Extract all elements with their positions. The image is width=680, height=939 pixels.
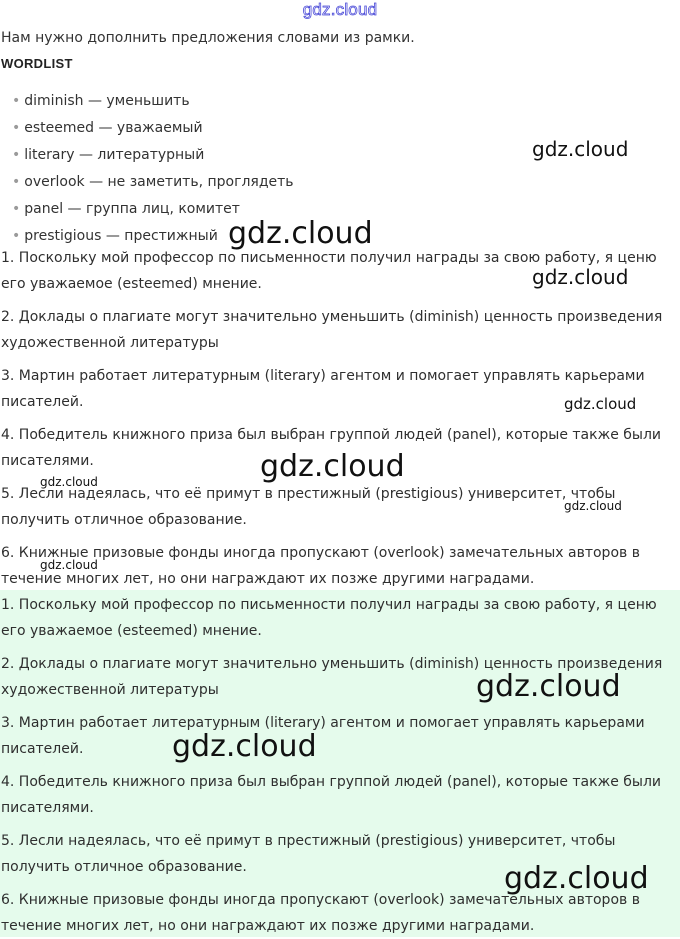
answer-sentence: 5. Лесли надеялась, что её примут в престижный (prestigious) университет, чтобы получить отличное образование. bbox=[1, 833, 616, 875]
sentence: 6. Книжные призовые фонды иногда пропускают (overlook) замечательных авторов в течение многих лет, но они награждают их позже другими наградами. bbox=[1, 545, 640, 587]
sentence: 3. Мартин работает литературным (literary) агентом и помогает управлять карьерами писателей. bbox=[1, 368, 645, 410]
answer-sentence: 4. Победитель книжного приза был выбран группой людей (panel), которые также были писателями. bbox=[1, 774, 661, 816]
task-instruction: Нам нужно дополнить предложения словами из рамки. bbox=[1, 30, 415, 46]
watermark: gdz.cloud bbox=[564, 499, 622, 513]
bullet-icon: • bbox=[12, 147, 21, 163]
watermark: gdz.cloud bbox=[564, 395, 637, 413]
wordlist-item bbox=[12, 169, 294, 196]
bullet-icon: • bbox=[12, 201, 21, 217]
answer-sentence: 2. Доклады о плагиате могут значительно уменьшить (diminish) ценность произведения художественной литературы bbox=[1, 656, 663, 698]
wordlist-item bbox=[12, 115, 294, 142]
wordlist-item-text: panel — группа лиц, комитет bbox=[24, 201, 240, 217]
wordlist-item bbox=[12, 142, 294, 169]
watermark: gdz.cloud bbox=[532, 265, 629, 289]
watermark: gdz.cloud bbox=[228, 216, 373, 251]
wordlist-item-text: prestigious — престижный bbox=[24, 228, 218, 244]
watermark: gdz.cloud bbox=[172, 729, 317, 764]
watermark: gdz.cloud bbox=[504, 861, 649, 896]
wordlist-heading: WORDLIST bbox=[1, 56, 73, 71]
wordlist-item-text: esteemed — уважаемый bbox=[24, 120, 203, 136]
sentence: 5. Лесли надеялась, что её примут в престижный (prestigious) университет, чтобы получить отличное образование. bbox=[1, 486, 616, 528]
watermark: gdz.cloud bbox=[40, 475, 98, 489]
sentence: 1. Поскольку мой профессор по письменности получил награды за свою работу, я ценю его уважаемое (esteemed) мнение. bbox=[1, 250, 657, 292]
wordlist-item bbox=[12, 88, 294, 115]
site-logo[interactable]: gdz.cloud bbox=[302, 0, 378, 19]
wordlist-item-text: overlook — не заметить, проглядеть bbox=[24, 174, 294, 190]
bullet-icon: • bbox=[12, 120, 21, 136]
sentence: 4. Победитель книжного приза был выбран группой людей (panel), которые также были писателями. bbox=[1, 427, 661, 469]
watermark: gdz.cloud bbox=[532, 137, 629, 161]
answer-sentence: 3. Мартин работает литературным (literary) агентом и помогает управлять карьерами писателей. bbox=[1, 715, 645, 757]
watermark: gdz.cloud bbox=[476, 669, 621, 704]
wordlist-item-text: diminish — уменьшить bbox=[24, 93, 190, 109]
bullet-icon: • bbox=[12, 93, 21, 109]
bullet-icon: • bbox=[12, 228, 21, 244]
answer-sentence: 6. Книжные призовые фонды иногда пропускают (overlook) замечательных авторов в течение многих лет, но они награждают их позже другими наградами. bbox=[1, 892, 640, 934]
translated-sentences bbox=[0, 245, 680, 599]
bullet-icon: • bbox=[12, 174, 21, 190]
watermark: gdz.cloud bbox=[40, 558, 98, 572]
sentence: 2. Доклады о плагиате могут значительно уменьшить (diminish) ценность произведения художественной литературы bbox=[1, 309, 663, 351]
wordlist-item-text: literary — литературный bbox=[24, 147, 205, 163]
watermark: gdz.cloud bbox=[260, 449, 405, 484]
answer-sentence: 1. Поскольку мой профессор по письменности получил награды за свою работу, я ценю его уважаемое (esteemed) мнение. bbox=[1, 597, 657, 639]
